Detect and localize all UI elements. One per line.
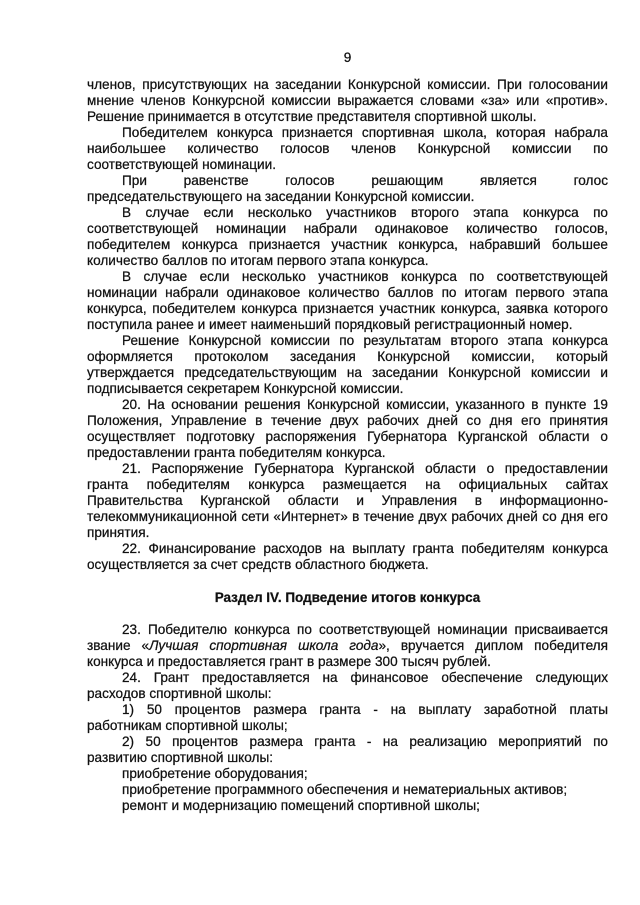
text-line: номинации набрали одинаковое количество баллов по итогам первого этапа — [87, 285, 608, 300]
award-title: Лучшая спортивная школа года — [149, 638, 379, 653]
text-line: оформляется протоколом заседания Конкурсной комиссии, который — [87, 349, 608, 364]
clause-24-item-2 — [87, 734, 608, 766]
text-line: мнение членов Конкурсной комиссии выражается словами «за» или «против». — [87, 93, 608, 108]
clause-24-item-1 — [87, 702, 608, 734]
clause-20 — [87, 397, 608, 461]
text-line: председательствующего на заседании Конкурсной комиссии. — [87, 189, 475, 204]
text-line: 1) 50 процентов размера гранта - на выплату заработной платы — [122, 702, 608, 717]
clause-24 — [87, 670, 608, 702]
text-line: Положения, Управление в течение двух рабочих дней со дня его принятия — [87, 413, 608, 428]
clause-21 — [87, 461, 608, 541]
text-line: предоставлении гранта победителям конкурса. — [87, 445, 386, 460]
text-line: соответствующей номинации. — [87, 157, 276, 172]
document-body — [87, 77, 608, 814]
text-line: утверждается председательствующим на заседании Конкурсной комиссии и — [87, 365, 608, 380]
text-line: расходов спортивной школы: — [87, 686, 272, 701]
expense-item — [87, 782, 608, 798]
text-line — [87, 638, 608, 654]
page-number: 9 — [343, 50, 352, 65]
text-line: подписывается секретарем Конкурсной комиссии. — [87, 381, 404, 396]
paragraph-protocol — [87, 333, 608, 397]
paragraph-tie-points — [87, 269, 608, 333]
clause-23 — [87, 622, 608, 670]
text-line: Победителем конкурса признается спортивная школа, которая набрала — [122, 125, 608, 140]
text-line: 23. Победителю конкурса по соответствующей номинации присваивается — [122, 622, 608, 637]
paragraph-voting-continuation — [87, 77, 608, 125]
text-line: Правительства Курганской области и Управления в информационно- — [87, 493, 608, 508]
text-line: В случае если несколько участников второго этапа конкурса по — [122, 205, 608, 220]
expense-item — [87, 766, 608, 782]
clause-22 — [87, 541, 608, 573]
text-line: развитию спортивной школы: — [87, 750, 274, 765]
text-line: работникам спортивной школы; — [87, 718, 288, 733]
text-line: 2) 50 процентов размера гранта - на реализацию мероприятий по — [122, 734, 608, 749]
section-heading: Раздел IV. Подведение итогов конкурса — [214, 590, 481, 605]
text-line: конкурса, победителем конкурса признается участник конкурса, заявка которого — [87, 301, 608, 316]
text-line: приобретение программного обеспечения и нематериальных активов; — [122, 782, 568, 797]
text-line: осуществляет подготовку распоряжения Губернатора Курганской области о — [87, 429, 608, 444]
text-line: наибольшее количество голосов членов Конкурсной комиссии по — [87, 141, 608, 156]
text-line: При равенстве голосов решающим является голос — [122, 173, 608, 188]
text-line: Решение Конкурсной комиссии по результатам второго этапа конкурса — [122, 333, 608, 348]
text-line: 24. Грант предоставляется на финансовое обеспечение следующих — [122, 670, 608, 685]
paragraph-winner-rule — [87, 125, 608, 173]
text-line: конкурса и предоставляется грант в размере 300 тысяч рублей. — [87, 654, 491, 669]
text-line: членов, присутствующих на заседании Конкурсной комиссии. При голосовании — [87, 77, 608, 92]
text-line: 22. Финансирование расходов на выплату гранта победителям конкурса — [122, 541, 608, 556]
text-line: соответствующей номинации набрали одинаковое количество голосов, — [87, 221, 608, 236]
text-line: количество баллов по итогам первого этапа конкурса. — [87, 253, 429, 268]
paragraph-tie-vote — [87, 173, 608, 205]
text-line: приобретение оборудования; — [122, 766, 308, 781]
text-line: 21. Распоряжение Губернатора Курганской области о предоставлении — [122, 461, 608, 476]
expense-item — [87, 798, 608, 814]
text-line: принятия. — [87, 525, 150, 540]
text-line: поступила ранее и имеет наименьший порядковый регистрационный номер. — [87, 317, 573, 332]
text-line: гранта победителям конкурса размещается на официальных сайтах — [87, 477, 608, 492]
text-line: Решение принимается в отсутствие представителя спортивной школы. — [87, 109, 537, 124]
text-line: В случае если несколько участников конкурса по соответствующей — [122, 269, 608, 284]
text-line: 20. На основании решения Конкурсной комиссии, указанного в пункте 19 — [122, 397, 608, 412]
text-segment: звание « — [87, 638, 150, 653]
text-line: осуществляется за счет средств областного бюджета. — [87, 557, 429, 572]
text-line: телекоммуникационной сети «Интернет» в течение двух рабочих дней со дня его — [87, 509, 608, 524]
text-line: ремонт и модернизацию помещений спортивной школы; — [122, 798, 480, 813]
text-segment: », вручается диплом победителя — [378, 638, 608, 653]
paragraph-tie-second-stage — [87, 205, 608, 269]
text-line: победителем конкурса признается участник конкурса, набравший большее — [87, 237, 608, 252]
